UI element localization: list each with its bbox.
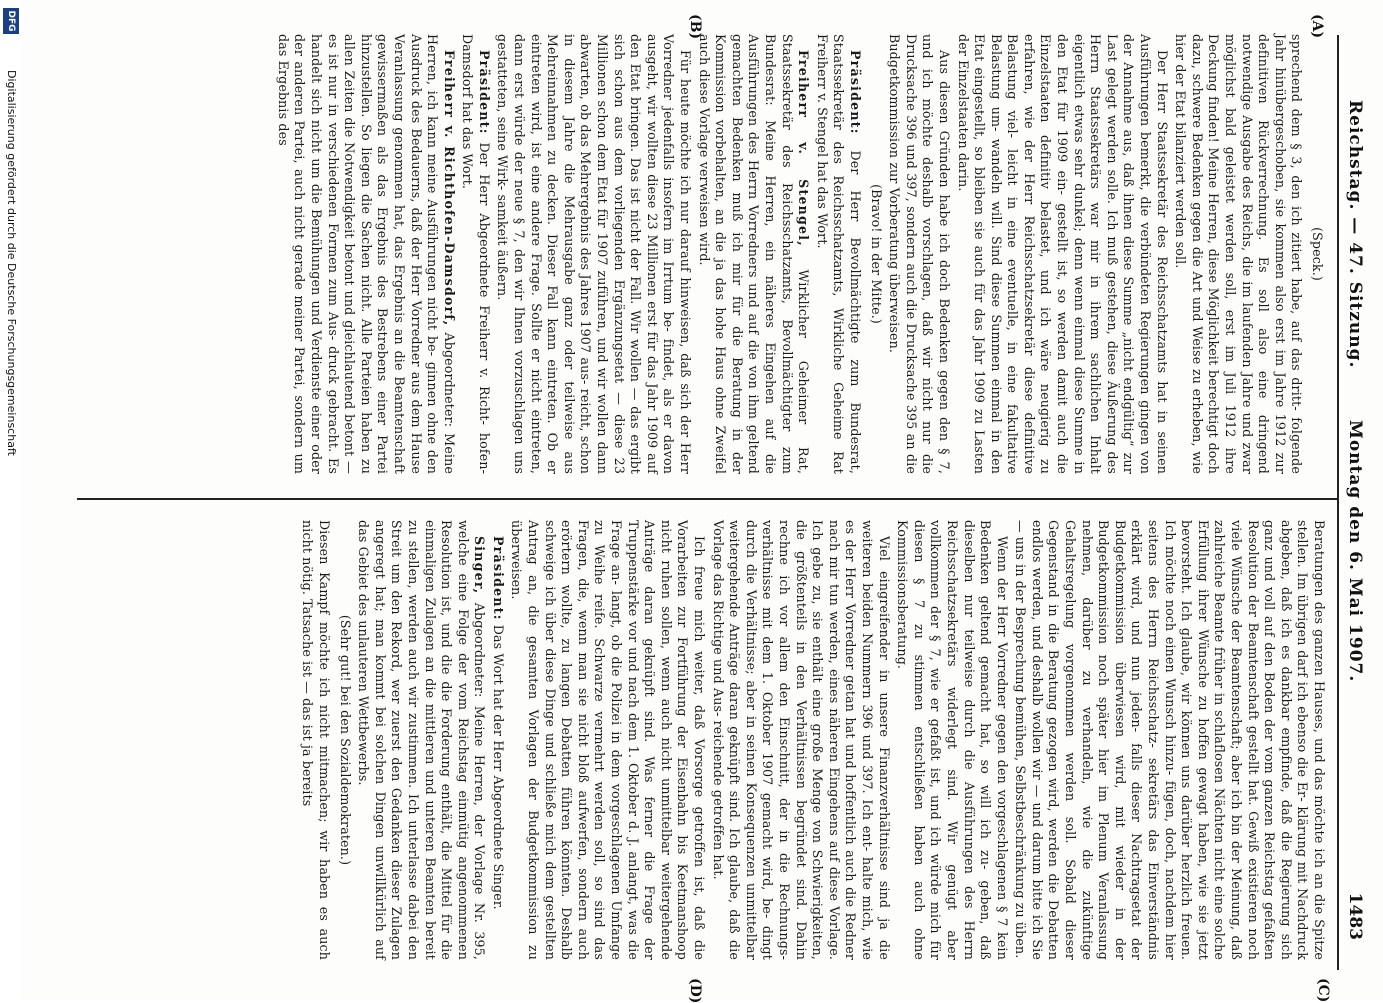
left-column: [77, 34, 1327, 474]
paragraph: Viel eingreifender in unsere Finanzverhältnisse sind ja die weiteren beiden Nummern 396 und 397. Ich ent- halte mich, wie es der Herr Vorredner getan hat und hoffentlich auch die Redner nach mir tun werden, eines näheren Eingehens auf diese Vorlage. Ich gebe zu, sie enthält eine große Menge von Schwierigkeiten, die größtenteils in den Verhältnissen begründet sind. Dahin rechne ich vor allem den Einschnitt, der in die Rechnungs- verhältnisse mit dem 1. Oktober 1907 gemacht wird, be- dingt durch die Verhältnisse; aber in seinen Konsequenzen unmittelbar weitergehende Anträge daran geknüpft sind. Ich glaube, daß die Vorlage das Richtige und Aus- reichende getroffen hat.: [710, 520, 892, 960]
speaker-tag: (Speck.): [1310, 227, 1325, 281]
header-left: Reichstag. — 47. Sitzung.: [1345, 100, 1365, 369]
running-header: [1339, 60, 1369, 940]
digitization-footer: [0, 0, 22, 1000]
paragraph: Beratungen des ganzen Hauses, und das möchte ich an die Spitze stellen. Im übrigen darf ich ebenso die Er- klärung mit Nachdruck abgeben, daß ich es dankbar empfinde, daß die Regierung sich ganz und voll auf den Boden der vom ganzen Reichstag gefaßten Resolution der Beamtenschaft gestellt hat. Gewiß existieren noch viele Wünsche der Beamtenschaft; aber ich bin der Meinung, daß zahlreiche Beamte früher in schlaflosen Nächten nicht eine solche Erfüllung ihrer Wünsche zu hoffen gewagt haben, wie sie jetzt bevorsteht. Ich glaube, wir können uns darüber herzlich freuen. Ich möchte noch einen Wunsch hinzu- fügen, doch, nachdem hier seitens des Herrn Reichsschatz- sekretärs das Einverständnis erklärt wird, und nun jeden- falls dieser Nachtragsetat der Budgetkommission überwiesen wird, mit wieder in der Budgetkommission noch später hier im Plenum Veranlassung nehmen, darüber zu verhandeln, wie die zukünftige Gehaltsregelung vorgenommen werden soll. Sobald dieser Gegenstand in die Beratung gezogen wird, werden die Debatten endlos werden, und deshalb wollen wir — und darum bitte ich Sie — uns in der Besprechung bemühen, Selbstbeschränkung zu üben.: [1013, 520, 1327, 960]
paragraph: Aus diesen Gründen habe ich doch Bedenken gegen den § 7, und ich möchte deshalb vorschlagen, daß wir nicht nur die Drucksache 396 und 397, sondern auch die Drucksache 395 an die Budgetkommission zur Vorberatung überweisen.: [887, 34, 952, 474]
header-date: Montag den 6. Mai 1907.: [1345, 420, 1365, 683]
paragraph: Wenn der Herr Vorredner gegen den vorgeschlagenen § 7 kein Bedenken geltend gemacht hat, so will ich zu- geben, daß dieselben nur teilweise durch die Ausführungen des Herrn Reichsschatzsekretärs widerlegt sind. Wir genügt aber vollkommen der § 7, wie er gefaßt ist, und ich würde mich für diesen § 7 zu stimmen entschließen haben auch ohne Kommissionsberatung.: [895, 520, 1010, 960]
speech-paragraph: [695, 34, 811, 474]
column-divider: [77, 498, 1337, 500]
speaker-name: Präsident:: [847, 50, 863, 135]
speaker-name: Freiherr v. Stengel,: [796, 50, 812, 247]
dfg-logo: DFG: [3, 8, 19, 34]
speech-text: Wirklicher Geheimer Rat, Staatssekretär des Reichsschatzamts, Bevollmächtigter zum Bundesrat: Meine Herren, ein näheres Eingehen auf die Ausführungen des Herrn Vorredners und auf die von ihm geltend gemachten Bedenken muß ich mir für die Beratung in der Kommission vorbehalten, an die ja das hohe Haus ohne Zweifel auch diese Vorlage verweisen wird.: [696, 34, 812, 474]
interjection: (Bravo! in der Mitte.): [868, 184, 884, 324]
right-column: [77, 520, 1327, 960]
speech-paragraph: [459, 34, 492, 474]
header-rule: [1337, 35, 1339, 970]
paragraph: Für heute möchte ich nur darauf hinweisen, daß sich der Herr Vorredner jedenfalls insofern im Irrtum be- findet, als er davon ausgeht, wir wollten diese 23 Millionen erst für das Jahr 1909 auf den Etat bringen. Das ist nicht der Fall. Wir wollen — das ergibt sich schon aus dem vorliegenden Ergänzungsetat — diese 23 Millionen schon dem Etat für 1907 zuführen, und wir wollen dann abwarten, ob das Mehrergebnis des Jahres 1907 aus- reicht, schon in diesem Jahre die Mehrausgabe ganz oder teilweise aus Mehreinnahmen zu decken. Dieser Fall kann eintreten. Ob er eintreten wird, ist eine andere Frage. Sollte er nicht eintreten, dann erst würde der neue § 7, den wir Ihnen vorzuschlagen uns gestatteten, seine Wirk- samkeit äußern.: [495, 34, 694, 474]
speaker-name: Präsident:: [490, 536, 506, 621]
margin-mark-b: (B): [687, 14, 703, 40]
speaker-name: Freiherr v. Richthofen-Damsdorf,: [441, 50, 457, 327]
speech-text: Der Herr Bevollmächtigte zum Bundesrat, Staatssekretär des Reichsschatzamts, Wirkliche Geheime Rat Freiherr v. Stengel hat das Wort.: [814, 34, 863, 475]
margin-mark-c: (C): [1315, 978, 1331, 1003]
speech-text: Abgeordneter: Meine Herren, der Vorlage Nr. 395, welche eine Folge der vom Reichstag einmütig angenommenen Resolution ist, und die die Forderung enthält, die Mittel für die einmaligen Zulagen an die mittleren und unteren Beamten bereit zu stellen, werden auch wir zustimmen. Ich unterlasse dabei den Streit um den Rekord, wer zuerst den Gedanken dieser Zulagen angeregt hat; man kommt bei solchen Dingen unwillkürlich auf das Gebiet des unlauteren Wettbewerbs.: [356, 520, 488, 961]
speech-paragraph: [813, 34, 863, 474]
speech-paragraph: [489, 520, 506, 960]
speaker-name: Präsident:: [476, 50, 492, 135]
paragraph: Ich freue mich weiter, daß Vorsorge getroffen ist, daß die Vorarbeiten zur Fortführung der Eisenbahn bis Keetmanshoop nicht ruhen sollen, wenn auch nicht unmittelbar weitergehende Anträge daran geknüpft sind. Was ferner die Frage der Truppenstärke vor und nach dem 1. Oktober d. J. anlangt, was die Frage an- langt, ob die Polizei in dem vorgeschlagenen Umfange zu Weihe reife. Schwarze vermehrt werden soll, so sind das Fragen, die, wenn man sie nicht bloß aufwerfen, sondern auch erörtern wollte, zu langen Debatten führen könnten. Deshalb schweige ich über diese Dinge und schließe mich dem gestellten Antrag an, die gesamten Vorlagen der Budgetkommission zu überweisen.: [509, 520, 708, 960]
speech-text: Abgeordneter: Meine Herren, ich kann meine Ausführungen nicht be- ginnen ohne den Ausdruck des Bedauerns, daß der Herr Vorredner aus dem Hause Veranlassung genommen hat, das Ergebnis an die Beamtenschaft gewissermaßen als das Ergebnis des Bestrebens einer Partei hinzustellen. So liegen die Sachen nicht. Alle Parteien haben zu allen Zeiten die Notwendigkeit betont und gleichlautend betont — es ist nur in verschiedenen Formen zum Aus- druck gebracht. Es handelt sich nicht um die Bemühungen und Verdienste einer oder der anderen Partei, auch nicht gerade meiner Partei, sondern um das Ergebnis des: [275, 34, 457, 474]
speech-paragraph: [274, 34, 457, 474]
paragraph: Der Herr Staatssekretär des Reichsschatzamts hat in seinen Ausführungen bemerkt, die verbündeten Regierungen gingen von der Annahme aus, daß ihnen diese Summe „nicht endgültig“ zur Last gelegt werden solle. Ich muß gestehen, diese Äußerung des Herrn Staatssekretärs war mir in ihrem sachlichen Inhalt eigentlich etwas sehr dunkel; denn wenn einmal diese Summe in den Etat für 1909 ein- gestellt ist, so werden damit auch die Einzelstaaten definitiv belastet, und ich wäre neugierig zu erfahren, wie der Herr Reichsschatzsekretär diese definitive Belastung viel- leicht in eine eventuelle, in eine fakultative Belastung um- wandeln will. Sind diese Summen einmal in den Etat eingestellt, so bleiben sie auch für das Jahr 1909 zu Lasten der Einzelstaaten darin.: [955, 34, 1170, 474]
margin-mark-d: (D): [687, 978, 703, 1003]
speech-text: Der Herr Abgeordnete Freiherr v. Richt- hofen-Damsdorf hat das Wort.: [460, 34, 492, 474]
interjection: (Sehr gut! bei den Sozialdemokraten.): [337, 614, 353, 866]
speaker-name: Singer,: [472, 536, 488, 595]
paragraph: Diesen Kampf möchte ich nicht mitmachen; wir haben es auch nicht nötig. Tatsache ist — das ist ja bereits: [300, 520, 332, 960]
speech-text: Das Wort hat der Herr Abgeordnete Singer.: [490, 624, 506, 910]
paragraph: sprechend dem § 3, den ich zitiert habe, auf das dritt- folgende Jahr hinübergeschoben, sie kommen also erst im Jahre 1912 zur definitiven Rückverrechnung. Es soll also eine dringend notwendige Ausgabe des Reichs, die im laufenden Jahre und zwar möglichst bald geleistet werden soll, erst im Juli 1912 ihre Deckung finden! Meine Herren, diese Möglichkeit berechtigt doch dazu, schwere Bedenken gegen die Art und Weise zu erheben, wie hier der Etat bilanziert werden soll.: [1173, 34, 1305, 474]
speech-paragraph: [355, 520, 488, 960]
margin-mark-a: (A): [1309, 14, 1325, 39]
funding-note: Digitalisierung gefördert durch die Deutsche Forschungsgemeinschaft: [5, 70, 18, 456]
page-number: 1483: [1345, 892, 1365, 940]
